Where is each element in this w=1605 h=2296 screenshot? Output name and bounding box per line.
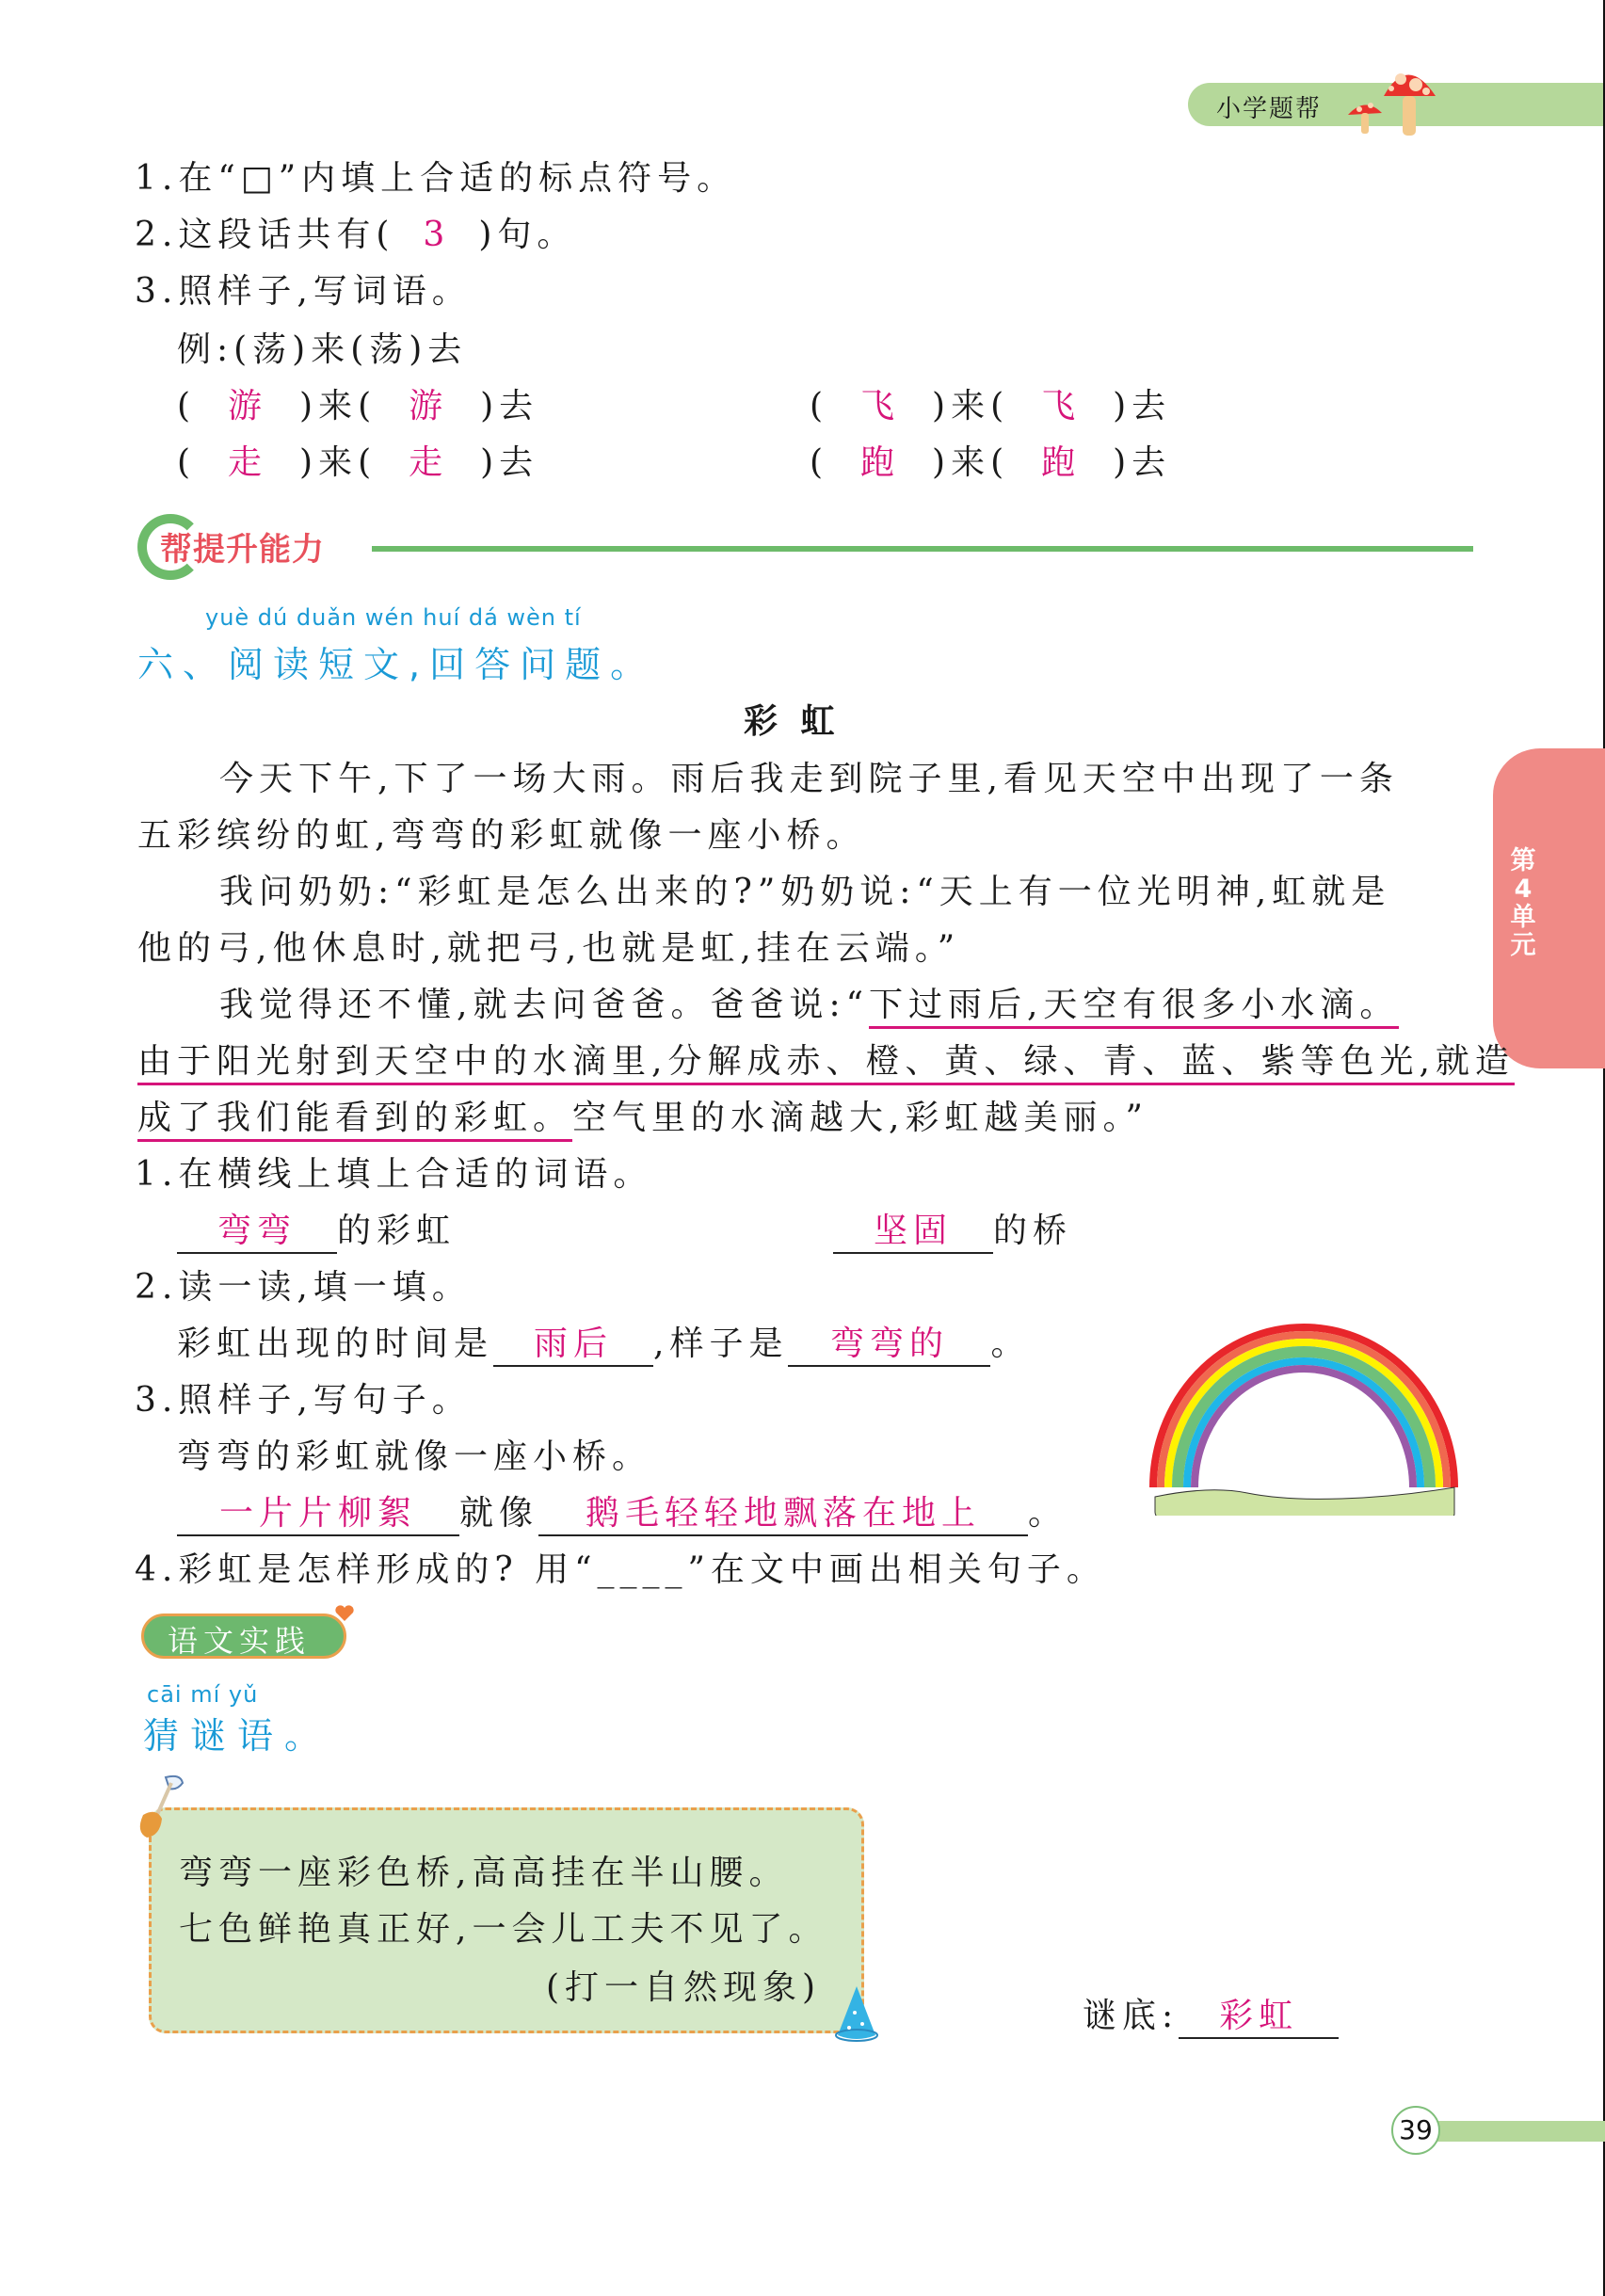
question-1-fill-words: 1.在横线上填上合适的词语。	[135, 1155, 653, 1194]
underlined-answer: 成了我们能看到的彩虹。	[137, 1099, 572, 1142]
question-4-formation: 4.彩虹是怎样形成的? 用“____”在文中画出相关句子。	[135, 1550, 1106, 1589]
answer-word[interactable]: 跑	[860, 443, 901, 482]
question-3-words: 3.照样子,写词语。	[135, 272, 472, 311]
answer-blank[interactable]: 雨后	[493, 1324, 653, 1367]
answer-word[interactable]: 游	[228, 387, 268, 425]
fill-row: 一片片柳絮 就像 鹅毛轻轻地飘落在地上 。	[177, 1493, 1067, 1536]
answer-sentence-count[interactable]: 3	[423, 216, 451, 254]
word-pair-row: ( 游 )来( 游 )去	[177, 387, 539, 425]
word-pair-row: ( 走 )来( 走 )去	[177, 443, 539, 482]
example-words: 例:(荡)来(荡)去	[177, 330, 468, 369]
section-title: 帮提升能力	[160, 531, 325, 569]
sentence-example: 弯弯的彩虹就像一座小桥。	[177, 1437, 652, 1476]
question-3-sentence: 3.照样子,写句子。	[135, 1381, 472, 1420]
answer-word[interactable]: 走	[409, 443, 449, 482]
fill-row: 坚固 的桥	[833, 1211, 1072, 1254]
question-2-sentence-count: 2.这段话共有( 3 )句。	[135, 216, 577, 254]
answer-word[interactable]: 跑	[1041, 443, 1082, 482]
passage-line: 成了我们能看到的彩虹。空气里的水滴越大,彩虹越美丽。”	[137, 1098, 1148, 1139]
question-1-punctuation: 1.在“□”内填上合适的标点符号。	[135, 159, 737, 198]
mushroom-icon	[1337, 58, 1450, 143]
riddle-line-1: 弯弯一座彩色桥,高高挂在半山腰。	[179, 1854, 789, 1892]
unit-tab-label: 第4单元	[1510, 846, 1536, 960]
footer-band	[1421, 2121, 1605, 2142]
answer-blank[interactable]: 一片片柳絮	[177, 1493, 459, 1536]
heart-icon	[334, 1604, 355, 1623]
answer-word[interactable]: 飞	[860, 387, 901, 425]
answer-word[interactable]: 飞	[1041, 387, 1082, 425]
answer-word[interactable]: 走	[228, 443, 268, 482]
fill-row: 彩虹出现的时间是 雨后 ,样子是 弯弯的 。	[177, 1324, 1030, 1367]
word-pair-row: ( 飞 )来( 飞 )去	[810, 387, 1172, 425]
answer-blank[interactable]: 弯弯的	[788, 1324, 990, 1367]
passage-line: 我觉得还不懂,就去问爸爸。爸爸说:“下过雨后,天空有很多小水滴。	[219, 985, 1399, 1026]
practice-pinyin: cāi mí yǔ	[147, 1681, 259, 1708]
riddle-answer-row: 谜底: 彩虹	[1083, 1996, 1339, 2039]
passage-line: 今天下午,下了一场大雨。雨后我走到院子里,看见天空中出现了一条	[219, 760, 1399, 798]
broom-icon	[128, 1770, 194, 1845]
fill-row: 弯弯 的彩虹	[177, 1211, 456, 1254]
brand-label: 小学题帮	[1216, 95, 1323, 123]
answer-blank[interactable]: 鹅毛轻轻地飘落在地上	[538, 1493, 1028, 1536]
passage-line: 他的弓,他休息时,就把弓,也就是虹,挂在云端。”	[137, 929, 961, 968]
task6-title: 六、阅读短文,回答问题。	[137, 644, 656, 685]
task6-pinyin: yuè dú duǎn wén huí dá wèn tí	[205, 604, 582, 631]
underlined-answer: 下过雨后,天空有很多小水滴。	[869, 986, 1399, 1029]
answer-word[interactable]: 游	[409, 387, 449, 425]
word-pair-row: ( 跑 )来( 跑 )去	[810, 443, 1172, 482]
riddle-line-2: 七色鲜艳真正好,一会儿工夫不见了。	[179, 1910, 828, 1949]
riddle-answer-blank[interactable]: 彩虹	[1179, 1996, 1339, 2039]
wizard-hat-icon	[828, 1981, 885, 2047]
underlined-answer: 由于阳光射到天空中的水滴里,分解成赤、橙、黄、绿、青、蓝、紫等色光,就造	[137, 1042, 1515, 1085]
practice-label: 语文实践	[168, 1623, 312, 1659]
practice-title: 猜谜语。	[143, 1715, 332, 1757]
rainbow-illustration	[1134, 1299, 1473, 1516]
answer-blank[interactable]: 弯弯	[177, 1211, 337, 1254]
passage-line	[137, 1041, 1515, 1083]
page-number: 39	[1391, 2106, 1440, 2155]
passage-line: 我问奶奶:“彩虹是怎么出来的?”奶奶说:“天上有一位光明神,虹就是	[219, 873, 1391, 911]
riddle-hint: (打一自然现象)	[546, 1968, 822, 2007]
passage-title: 彩 虹	[744, 701, 841, 741]
passage-line: 五彩缤纷的虹,弯弯的彩虹就像一座小桥。	[137, 816, 866, 855]
question-2-read-fill: 2.读一读,填一填。	[135, 1268, 472, 1307]
answer-blank[interactable]: 坚固	[833, 1211, 993, 1254]
section-divider	[372, 546, 1473, 552]
